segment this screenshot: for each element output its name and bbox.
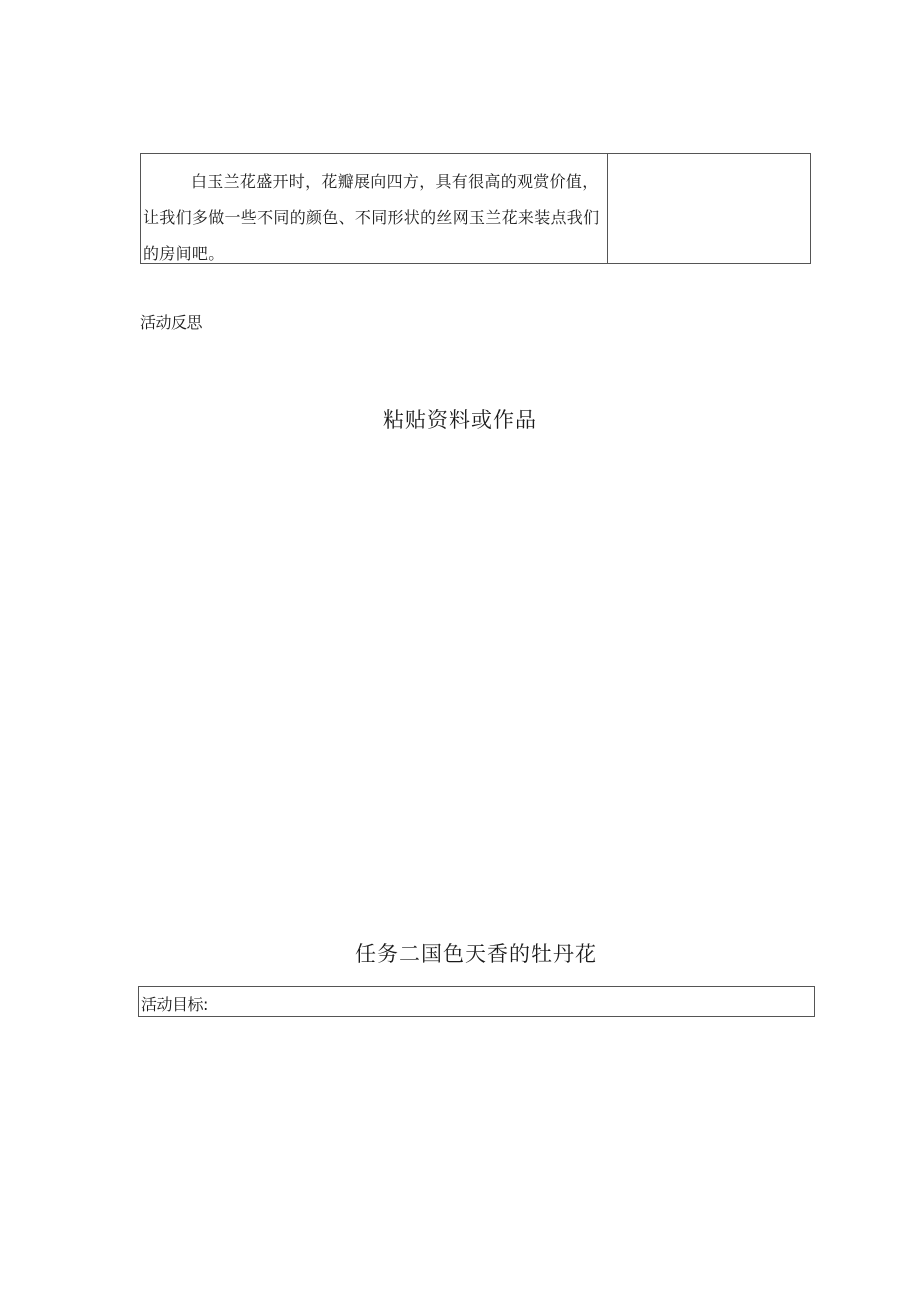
empty-notes-cell [608,154,810,263]
description-paragraph: 白玉兰花盛开时，花瓣展向四方，具有很高的观赏价值，让我们多做一些不同的颜色、不同形状的丝网玉兰花来装点我们的房间吧。 [143,172,600,263]
activity-goal-box [138,986,815,1017]
activity-goal-label: 活动目标: [141,995,208,1014]
description-cell [141,154,608,263]
task-two-title: 任务二国色天香的牡丹花 [355,942,597,966]
reflection-label: 活动反思 [140,313,203,332]
activity-description-table [140,153,811,264]
paste-materials-placeholder: 粘贴资料或作品 [383,408,537,432]
